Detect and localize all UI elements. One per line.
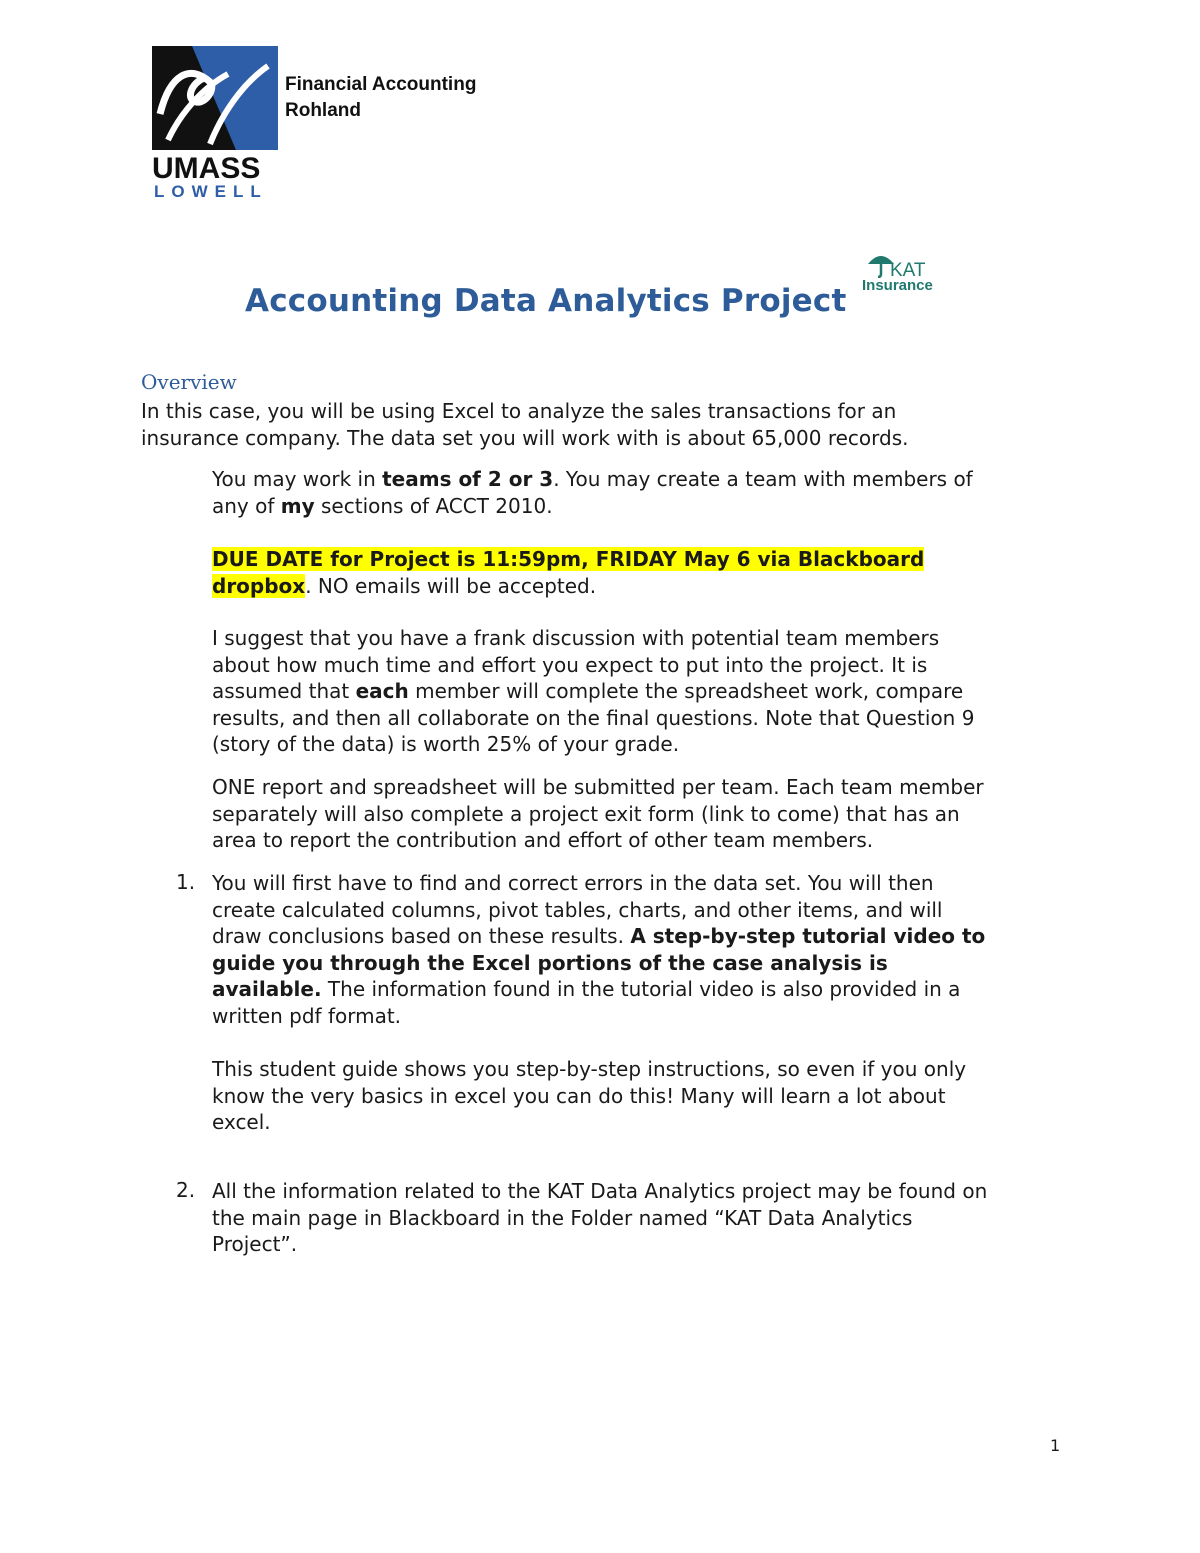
instructor-name: Rohland xyxy=(285,100,361,121)
report-line: ONE report and spreadsheet will be submitted per team. Each team member xyxy=(212,775,984,799)
guide-line: This student guide shows you step-by-step instructions, so even if you only xyxy=(212,1057,967,1081)
suggest-line: assumed that each member will complete the spreadsheet work, compare xyxy=(212,679,964,703)
kat-word: KAT xyxy=(890,260,926,281)
kat-insurance-logo xyxy=(860,250,950,294)
suggest-line: about how much time and effort you expect to put into the project. It is xyxy=(212,652,928,677)
page-title: Accounting Data Analytics Project xyxy=(245,283,847,319)
logo-lowell: LOWELL xyxy=(154,182,268,200)
suggest-line: (story of the data) is worth 25% of your grade. xyxy=(212,732,680,756)
list-number: 1. xyxy=(176,870,196,894)
course-name: Financial Accounting xyxy=(285,74,477,95)
due-date-line: DUE DATE for Project is 11:59pm, FRIDAY May 6 via Blackboard xyxy=(212,547,925,571)
due-date-line: dropbox. NO emails will be accepted. xyxy=(212,573,597,598)
report-line: area to report the contribution and effort of other team members. xyxy=(212,828,874,852)
overview-heading: Overview xyxy=(141,370,237,394)
guide-line: excel. xyxy=(212,1110,271,1134)
guide-paragraph xyxy=(212,1056,1062,1136)
list-item-line: All the information related to the KAT Data Analytics project may be found on xyxy=(212,1179,988,1203)
list-item-line: create calculated columns, pivot tables, charts, and other items, and will xyxy=(212,897,943,922)
list-item-line: the main page in Blackboard in the Folder named “KAT Data Analytics xyxy=(212,1205,913,1230)
guide-line: know the very basics in excel you can do this! Many will learn a lot about xyxy=(212,1083,946,1108)
suggest-line: results, and then all collaborate on the final questions. Note that Question 9 xyxy=(212,705,975,730)
list-item-line: You will first have to find and correct errors in the data set. You will then xyxy=(212,871,934,895)
logo-umass: UMASS xyxy=(152,152,261,185)
suggest-line: I suggest that you have a frank discussion with potential team members xyxy=(212,626,940,650)
teams-line: You may work in teams of 2 or 3. You may create a team with members of xyxy=(212,467,973,491)
list-item-line: Project”. xyxy=(212,1232,298,1256)
list-item-2 xyxy=(212,1178,1062,1258)
kat-insurance-word: Insurance xyxy=(862,277,933,294)
list-item-1 xyxy=(212,870,1062,1029)
intro-paragraph xyxy=(141,398,1041,451)
list-item-line: guide you through the Excel portions of the case analysis is xyxy=(212,950,888,975)
list-item-line: written pdf format. xyxy=(212,1003,402,1028)
suggest-paragraph xyxy=(212,625,1062,758)
intro-line: In this case, you will be using Excel to analyze the sales transactions for an xyxy=(141,399,897,423)
list-item-line: available. The information found in the tutorial video is also provided in a xyxy=(212,977,961,1001)
report-line: separately will also complete a project exit form (link to come) that has an xyxy=(212,801,960,826)
teams-line: any of my sections of ACCT 2010. xyxy=(212,493,553,518)
page-number: 1 xyxy=(1050,1436,1061,1455)
list-number: 2. xyxy=(176,1178,196,1202)
due-date-paragraph xyxy=(212,546,1062,599)
intro-line: insurance company. The data set you will work with is about 65,000 records. xyxy=(141,425,909,450)
list-item-line: draw conclusions based on these results. A step-by-step tutorial video to xyxy=(212,924,986,948)
teams-paragraph xyxy=(212,466,1062,519)
course-header xyxy=(285,72,476,124)
umass-lowell-logo xyxy=(150,44,282,200)
report-paragraph xyxy=(212,774,1062,854)
